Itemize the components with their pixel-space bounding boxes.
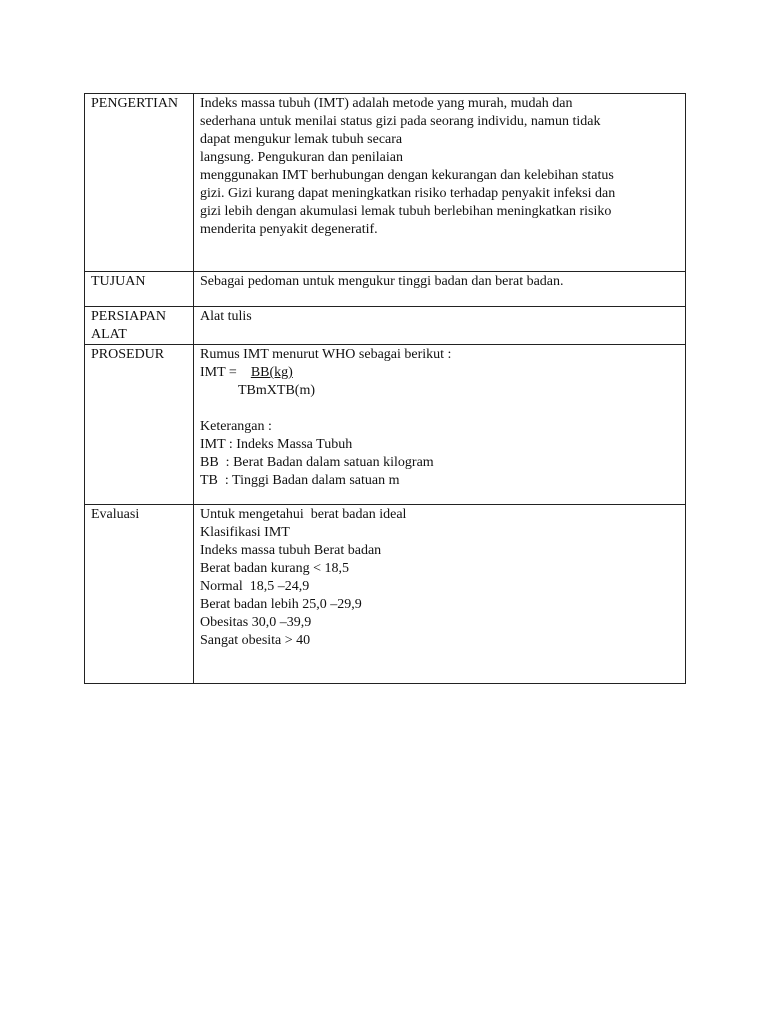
evaluasi-line: Sangat obesita > 40: [200, 633, 311, 648]
content-pengertian: [194, 94, 686, 272]
keterangan-item: BB : Berat Badan dalam satuan kilogram: [200, 455, 434, 470]
row-tujuan: [85, 272, 686, 307]
keterangan-item: TB : Tinggi Badan dalam satuan m: [200, 473, 400, 488]
content-prosedur: [194, 345, 686, 505]
row-pengertian: [85, 94, 686, 272]
pengertian-line: langsung. Pengukuran dan penilaian: [200, 150, 403, 165]
blank-line: [200, 400, 679, 418]
pengertian-line: gizi lebih dengan akumulasi lemak tubuh berlebihan meningkatkan risiko: [200, 204, 612, 219]
label-persiapan: PERSIAPAN: [91, 309, 166, 324]
imt-formula: [200, 364, 679, 382]
label-alat: ALAT: [91, 327, 127, 342]
keterangan-title: Keterangan :: [200, 419, 272, 434]
row-evaluasi: [85, 505, 686, 684]
label-tujuan: TUJUAN: [85, 272, 194, 307]
evaluasi-line: Berat badan lebih 25,0 –29,9: [200, 597, 362, 612]
pengertian-line: Indeks massa tubuh (IMT) adalah metode yang murah, mudah dan: [200, 96, 573, 111]
pengertian-line: menderita penyakit degeneratif.: [200, 222, 378, 237]
label-prosedur: PROSEDUR: [85, 345, 194, 505]
label-persiapan-alat: [85, 307, 194, 345]
pengertian-line: gizi. Gizi kurang dapat meningkatkan risiko terhadap penyakit infeksi dan: [200, 186, 616, 201]
formula-prefix: IMT =: [200, 365, 251, 380]
pengertian-line: dapat mengukur lemak tubuh secara: [200, 132, 403, 147]
prosedur-intro: Rumus IMT menurut WHO sebagai berikut :: [200, 347, 452, 362]
formula-numerator: BB(kg): [250, 365, 293, 380]
row-persiapan-alat: [85, 307, 686, 345]
evaluasi-line: Berat badan kurang < 18,5: [200, 561, 350, 576]
evaluasi-line: Untuk mengetahui berat badan ideal: [200, 507, 407, 522]
sop-table: [84, 93, 686, 684]
pengertian-line: sederhana untuk menilai status gizi pada seorang individu, namun tidak: [200, 114, 601, 129]
label-pengertian: PENGERTIAN: [85, 94, 194, 272]
tujuan-text: Sebagai pedoman untuk mengukur tinggi badan dan berat badan.: [200, 274, 564, 289]
content-evaluasi: [194, 505, 686, 684]
evaluasi-line: Obesitas 30,0 –39,9: [200, 615, 312, 630]
evaluasi-line: Klasifikasi IMT: [200, 525, 290, 540]
formula-denominator: TBmXTB(m): [238, 383, 315, 398]
evaluasi-line: Indeks massa tubuh Berat badan: [200, 543, 382, 558]
persiapan-text: Alat tulis: [200, 309, 252, 324]
keterangan-item: IMT : Indeks Massa Tubuh: [200, 437, 353, 452]
row-prosedur: [85, 345, 686, 505]
content-persiapan-alat: [194, 307, 686, 345]
content-tujuan: [194, 272, 686, 307]
evaluasi-line: Normal 18,5 –24,9: [200, 579, 310, 594]
pengertian-line: menggunakan IMT berhubungan dengan kekurangan dan kelebihan status: [200, 168, 614, 183]
label-evaluasi: Evaluasi: [85, 505, 194, 684]
